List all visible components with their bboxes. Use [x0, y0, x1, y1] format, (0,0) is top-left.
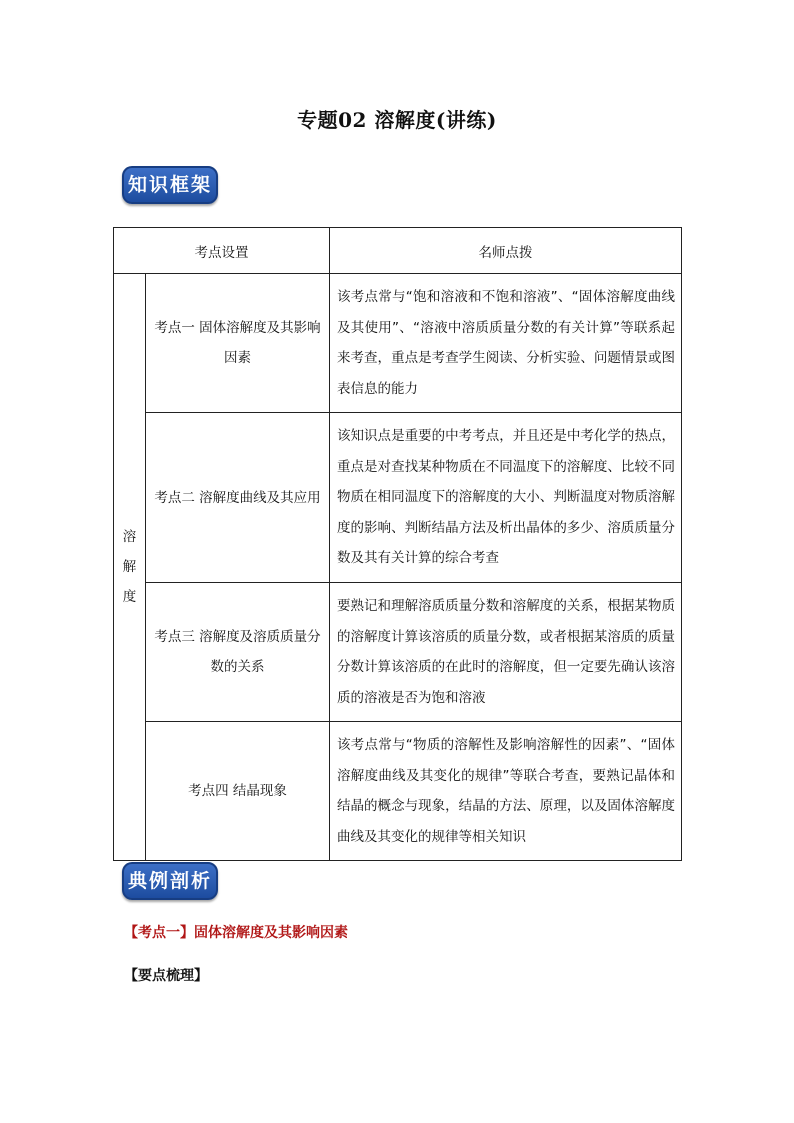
exam-point-cell: 考点四 结晶现象	[146, 722, 330, 861]
knowledge-framework-badge: 知识框架	[122, 166, 218, 204]
case-analysis-badge: 典例剖析	[122, 862, 218, 900]
section-heading: 【考点一】固体溶解度及其影响因素	[124, 925, 348, 941]
header-exam-points: 考点设置	[114, 228, 330, 274]
exam-point-cell: 考点三 溶解度及溶质质量分数的关系	[146, 583, 330, 722]
exam-point-cell: 考点二 溶解度曲线及其应用	[146, 413, 330, 583]
knowledge-framework-table	[113, 227, 682, 861]
group-char: 解	[122, 559, 137, 575]
page-title: 专题02 溶解度(讲练)	[297, 108, 497, 132]
group-char: 度	[122, 589, 137, 605]
sub-heading: 【要点梳理】	[124, 968, 208, 984]
table-row	[114, 413, 682, 583]
tip-cell: 该考点常与“饱和溶液和不饱和溶液”、“固体溶解度曲线及其使用”、“溶液中溶质质量分数的有关计算”等联系起来考查，重点是考查学生阅读、分析实验、问题情景或图表信息的能力	[330, 274, 682, 413]
table-header-row	[114, 228, 682, 274]
group-char: 溶	[122, 529, 137, 545]
exam-point-cell: 考点一 固体溶解度及其影响因素	[146, 274, 330, 413]
group-label-solubility	[114, 274, 146, 861]
table-row	[114, 583, 682, 722]
tip-cell: 要熟记和理解溶质质量分数和溶解度的关系，根据某物质的溶解度计算该溶质的质量分数，或者根据某溶质的质量分数计算该溶质的在此时的溶解度，但一定要先确认该溶质的溶液是否为饱和溶液	[330, 583, 682, 722]
tip-cell: 该考点常与“物质的溶解性及影响溶解性的因素”、“固体溶解度曲线及其变化的规律”等联合考查，要熟记晶体和结晶的概念与现象，结晶的方法、原理，以及固体溶解度曲线及其变化的规律等相关知识	[330, 722, 682, 861]
header-teacher-tips: 名师点拨	[330, 228, 682, 274]
tip-cell: 该知识点是重要的中考考点，并且还是中考化学的热点，重点是对查找某种物质在不同温度下的溶解度、比较不同物质在相同温度下的溶解度的大小、判断温度对物质溶解度的影响、判断结晶方法及析出晶体的多少、溶质质量分数及其有关计算的综合考查	[330, 413, 682, 583]
table-row	[114, 274, 682, 413]
table-row	[114, 722, 682, 861]
